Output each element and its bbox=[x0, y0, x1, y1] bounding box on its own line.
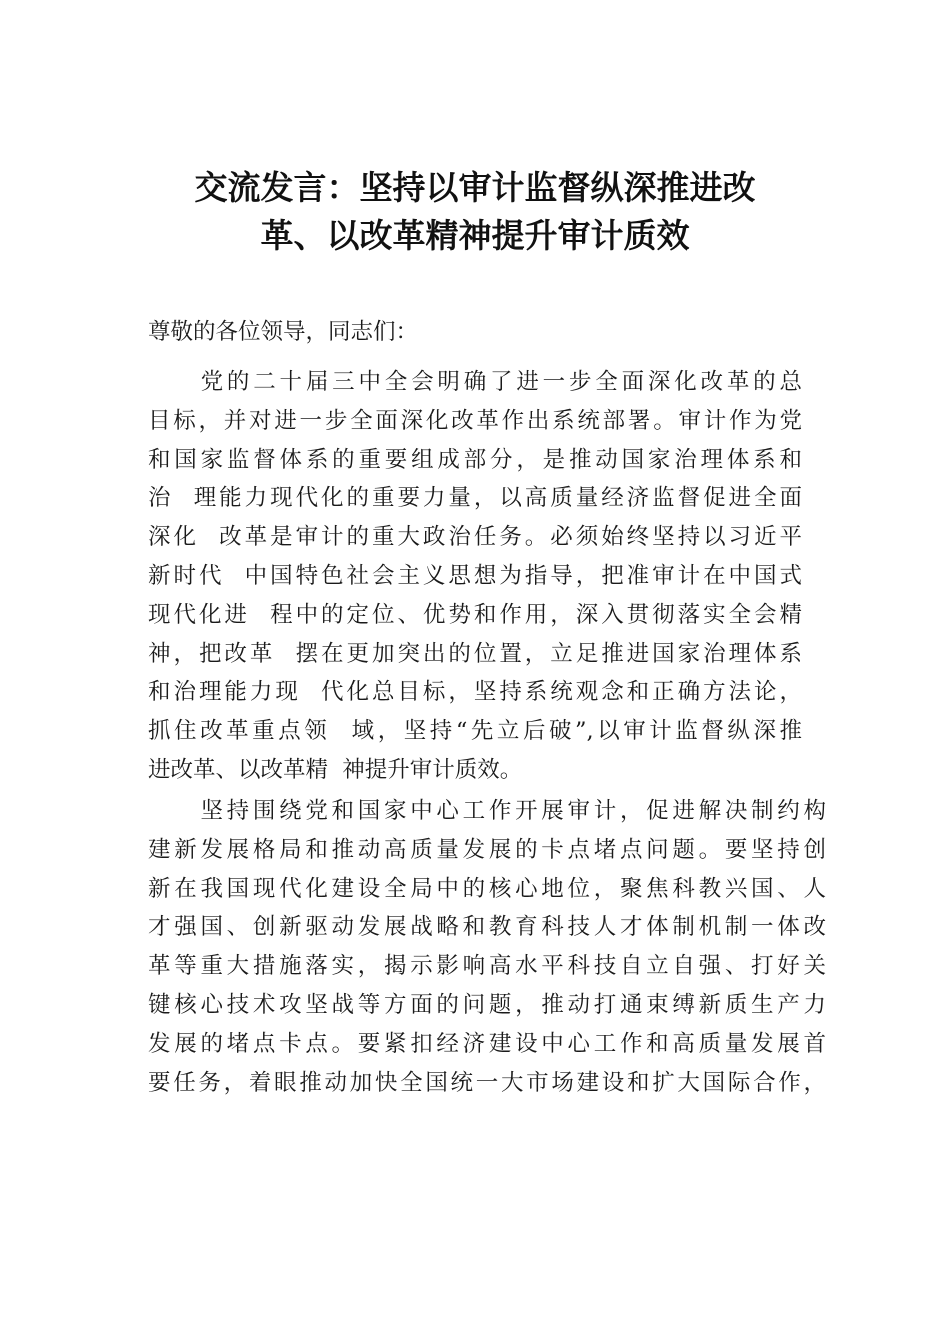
paragraph-line: 发展的堵点卡点。要紧扣经济建设中心工作和高质量发展首 bbox=[148, 1030, 826, 1057]
paragraph-line: 党的二十届三中全会明确了进一步全面深化改革的总 bbox=[148, 369, 802, 395]
paragraph-line: 新在我国现代化建设全局中的核心地位，聚焦科教兴国、人 bbox=[148, 875, 826, 902]
paragraph-line: 新时代 中国特色社会主义思想为指导，把准审计在中国式 bbox=[148, 562, 802, 589]
paragraph-2 bbox=[148, 792, 826, 1102]
salutation: 尊敬的各位领导，同志们： bbox=[148, 319, 419, 345]
paragraph-line: 神，把改革 摆在更加突出的位置，立足推进国家治理体系 bbox=[148, 640, 802, 667]
document-title bbox=[120, 164, 830, 260]
paragraph-line: 治 理能力现代化的重要力量，以高质量经济监督促进全面 bbox=[148, 485, 802, 512]
paragraph-line: 键核心技术攻坚战等方面的问题，推动打通束缚新质生产力 bbox=[148, 991, 826, 1018]
paragraph-line: 抓住改革重点领 域，坚持“先立后破”,以审计监督纵深推 bbox=[148, 718, 802, 745]
title-line-1: 交流发言：坚持以审计监督纵深推进改 bbox=[194, 168, 756, 207]
paragraph-line: 和治理能力现 代化总目标，坚持系统观念和正确方法论， bbox=[148, 679, 802, 706]
paragraph-line: 深化 改革是审计的重大政治任务。必须始终坚持以习近平 bbox=[148, 524, 802, 551]
paragraph-line: 坚持围绕党和国家中心工作开展审计，促进解决制约构 bbox=[148, 798, 826, 824]
paragraph-line: 才强国、创新驱动发展战略和教育科技人才体制机制一体改 bbox=[148, 914, 826, 941]
paragraph-line: 进改革、以改革精 神提升审计质效。 bbox=[148, 756, 523, 783]
paragraph-line: 要任务，着眼推动加快全国统一大市场建设和扩大国际合作， bbox=[148, 1069, 826, 1096]
title-line-2: 革、以改革精神提升审计质效 bbox=[260, 216, 690, 255]
paragraph-line: 和国家监督体系的重要组成部分，是推动国家治理体系和 bbox=[148, 446, 802, 473]
paragraph-line: 现代化进 程中的定位、优势和作用，深入贯彻落实全会精 bbox=[148, 601, 802, 628]
paragraph-line: 目标，并对进一步全面深化改革作出系统部署。审计作为党 bbox=[148, 407, 802, 434]
paragraph-line: 建新发展格局和推动高质量发展的卡点堵点问题。要坚持创 bbox=[148, 836, 826, 863]
paragraph-1 bbox=[148, 363, 802, 790]
paragraph-line: 革等重大措施落实，揭示影响高水平科技自立自强、打好关 bbox=[148, 953, 826, 980]
